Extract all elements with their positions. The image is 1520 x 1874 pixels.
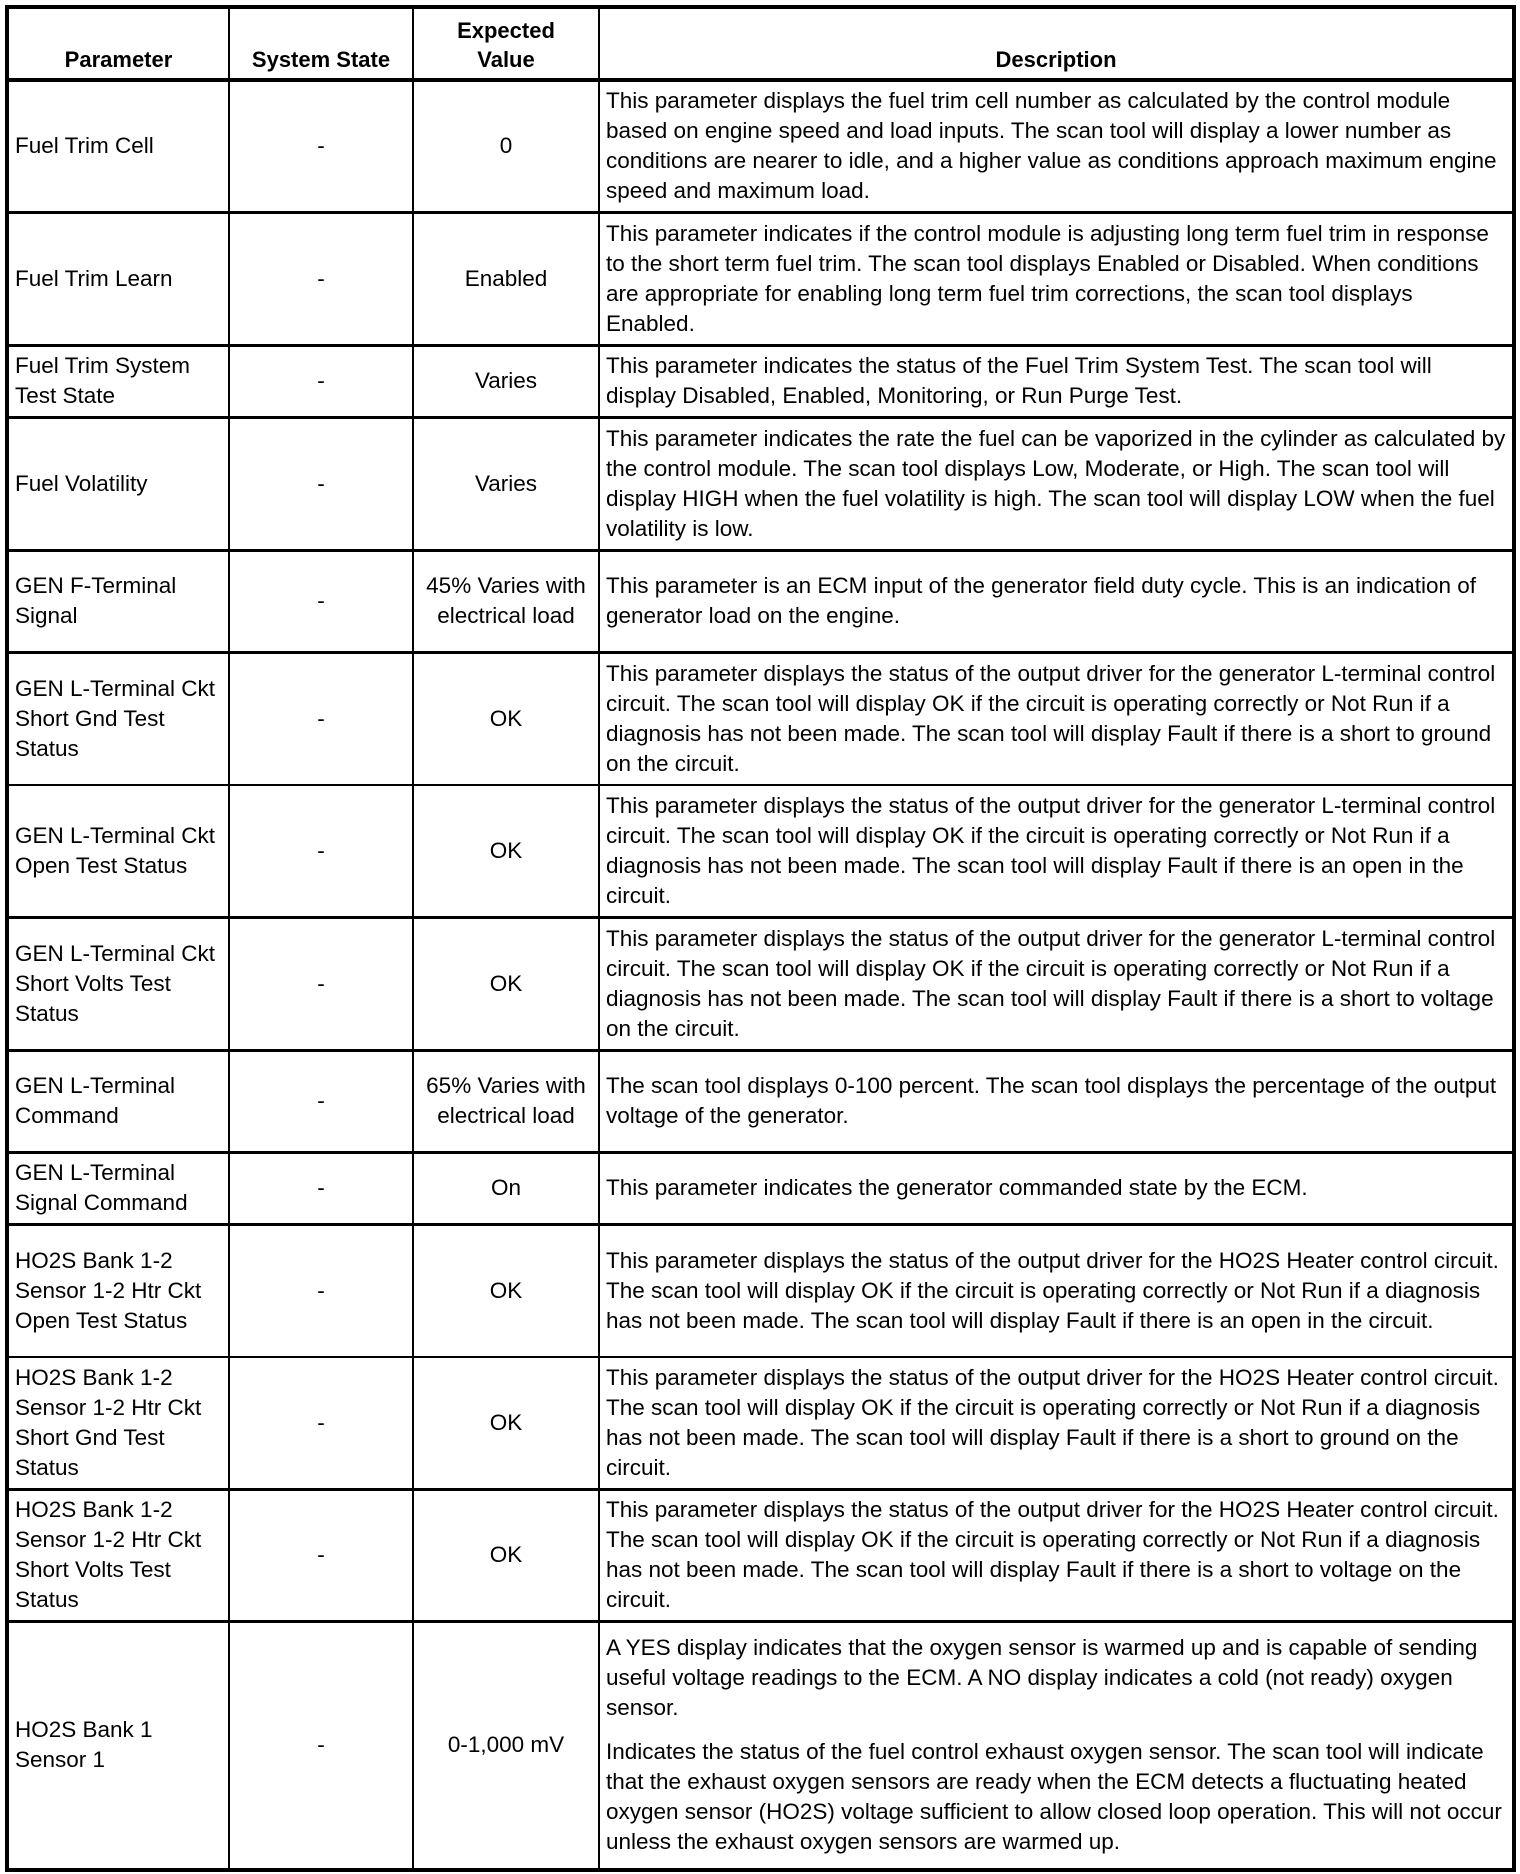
- cell-system-state: -: [229, 1224, 413, 1357]
- cell-parameter: GEN L-Terminal Ckt Short Volts Test Status: [7, 917, 229, 1050]
- cell-system-state: -: [229, 917, 413, 1050]
- table-row: [7, 212, 1514, 345]
- table-row: [7, 550, 1514, 652]
- cell-description: [599, 1489, 1514, 1621]
- cell-parameter: GEN L-Terminal Ckt Short Gnd Test Status: [7, 652, 229, 785]
- header-expected-line2: Value: [477, 47, 535, 72]
- description-paragraph: This parameter indicates the rate the fuel can be vaporized in the cylinder as calculated by the control module. The scan tool displays Low, Moderate, or High. The scan tool will display HIGH when the fuel volatility is high. The scan tool will display LOW when the fuel volatility is low.: [606, 425, 1506, 541]
- cell-expected-value: 45% Varies with electrical load: [413, 550, 599, 652]
- cell-description: [599, 417, 1514, 550]
- cell-system-state: -: [229, 1621, 413, 1870]
- cell-expected-value: 65% Varies with electrical load: [413, 1050, 599, 1152]
- cell-description: [599, 550, 1514, 652]
- cell-parameter: HO2S Bank 1-2 Sensor 1-2 Htr Ckt Open Test Status: [7, 1224, 229, 1357]
- cell-description: [599, 212, 1514, 345]
- description-paragraph: This parameter displays the status of the output driver for the HO2S Heater control circuit. The scan tool will display OK if the circuit is operating correctly or Not Run if a diagnosis has not been made. The scan tool will display Fault if there is a short to ground on the circuit.: [606, 1364, 1499, 1480]
- header-expected-line1: Expected: [457, 18, 555, 43]
- cell-description: [599, 1050, 1514, 1152]
- cell-system-state: -: [229, 652, 413, 785]
- cell-system-state: -: [229, 1152, 413, 1224]
- table-row: [7, 785, 1514, 917]
- cell-system-state: -: [229, 80, 413, 212]
- description-paragraph: This parameter displays the status of the output driver for the HO2S Heater control circuit. The scan tool will display OK if the circuit is operating correctly or Not Run if a diagnosis has not been made. The scan tool will display Fault if there is a short to voltage on the circuit.: [606, 1497, 1499, 1612]
- cell-description: [599, 785, 1514, 917]
- cell-description: [599, 345, 1514, 417]
- description-paragraph: This parameter displays the status of the output driver for the generator L-terminal control circuit. The scan tool will display OK if the circuit is operating correctly or Not Run if a diagnosis has not been made. The scan tool will display Fault if there is an open in the circuit.: [606, 792, 1496, 908]
- header-expected-value: [413, 7, 599, 80]
- cell-parameter: HO2S Bank 1-2 Sensor 1-2 Htr Ckt Short Volts Test Status: [7, 1489, 229, 1621]
- cell-expected-value: OK: [413, 652, 599, 785]
- table-row: [7, 652, 1514, 785]
- cell-system-state: -: [229, 550, 413, 652]
- table-row: [7, 1224, 1514, 1357]
- description-paragraph: This parameter displays the status of the output driver for the generator L-terminal control circuit. The scan tool will display OK if the circuit is operating correctly or Not Run if a diagnosis has not been made. The scan tool will display Fault if there is a short to voltage on the circuit.: [606, 925, 1496, 1041]
- cell-expected-value: 0: [413, 80, 599, 212]
- cell-expected-value: Varies: [413, 345, 599, 417]
- description-paragraph: This parameter displays the status of the output driver for the generator L-terminal control circuit. The scan tool will display OK if the circuit is operating correctly or Not Run if a diagnosis has not been made. The scan tool will display Fault if there is a short to ground on the circuit.: [606, 660, 1496, 776]
- description-paragraph: This parameter displays the fuel trim cell number as calculated by the control module based on engine speed and load inputs. The scan tool will display a lower number as conditions are nearer to idle, and a higher value as conditions approach maximum engine speed and maximum load.: [606, 88, 1497, 204]
- cell-expected-value: OK: [413, 785, 599, 917]
- header-parameter: Parameter: [7, 7, 229, 80]
- cell-expected-value: 0-1,000 mV: [413, 1621, 599, 1870]
- cell-system-state: -: [229, 785, 413, 917]
- cell-parameter: HO2S Bank 1-2 Sensor 1-2 Htr Ckt Short Gnd Test Status: [7, 1357, 229, 1489]
- cell-description: [599, 1152, 1514, 1224]
- cell-parameter: GEN L-Terminal Signal Command: [7, 1152, 229, 1224]
- table-row: [7, 345, 1514, 417]
- cell-system-state: -: [229, 1050, 413, 1152]
- cell-description: [599, 1357, 1514, 1489]
- cell-expected-value: OK: [413, 917, 599, 1050]
- description-paragraph: This parameter is an ECM input of the generator field duty cycle. This is an indication of generator load on the engine.: [606, 573, 1477, 628]
- cell-expected-value: OK: [413, 1357, 599, 1489]
- table-row: [7, 417, 1514, 550]
- table-row: [7, 917, 1514, 1050]
- cell-system-state: -: [229, 417, 413, 550]
- cell-expected-value: Varies: [413, 417, 599, 550]
- table-row: [7, 1357, 1514, 1489]
- cell-parameter: GEN F-Terminal Signal: [7, 550, 229, 652]
- table-row: [7, 1050, 1514, 1152]
- cell-expected-value: On: [413, 1152, 599, 1224]
- cell-parameter: GEN L-Terminal Command: [7, 1050, 229, 1152]
- cell-parameter: Fuel Trim Learn: [7, 212, 229, 345]
- cell-parameter: Fuel Trim Cell: [7, 80, 229, 212]
- cell-parameter: HO2S Bank 1 Sensor 1: [7, 1621, 229, 1870]
- header-description: Description: [599, 7, 1514, 80]
- description-paragraph: This parameter indicates if the control module is adjusting long term fuel trim in response to the short term fuel trim. The scan tool displays Enabled or Disabled. When conditions are appropriate for enabling long term fuel trim corrections, the scan tool displays Enabled.: [606, 220, 1489, 336]
- cell-description: [599, 652, 1514, 785]
- cell-system-state: -: [229, 345, 413, 417]
- table-row: [7, 80, 1514, 212]
- cell-parameter: Fuel Volatility: [7, 417, 229, 550]
- cell-description: [599, 917, 1514, 1050]
- table-row: [7, 1621, 1514, 1870]
- header-row: [7, 7, 1514, 80]
- cell-system-state: -: [229, 212, 413, 345]
- table-body: [7, 80, 1514, 1870]
- cell-parameter: Fuel Trim System Test State: [7, 345, 229, 417]
- cell-system-state: -: [229, 1357, 413, 1489]
- cell-system-state: -: [229, 1489, 413, 1621]
- cell-expected-value: OK: [413, 1224, 599, 1357]
- header-system-state: System State: [229, 7, 413, 80]
- cell-description: [599, 1621, 1514, 1870]
- table-row: [7, 1152, 1514, 1224]
- description-paragraph: This parameter displays the status of the output driver for the HO2S Heater control circuit. The scan tool will display OK if the circuit is operating correctly or Not Run if a diagnosis has not been made. The scan tool will display Fault if there is an open in the circuit.: [606, 1247, 1499, 1333]
- description-paragraph: A YES display indicates that the oxygen sensor is warmed up and is capable of sending useful voltage readings to the ECM. A NO display indicates a cold (not ready) oxygen sensor.: [606, 1635, 1478, 1721]
- cell-expected-value: Enabled: [413, 212, 599, 345]
- parameter-table: [5, 5, 1516, 1872]
- description-paragraph: The scan tool displays 0-100 percent. The scan tool displays the percentage of the output voltage of the generator.: [606, 1073, 1497, 1128]
- table-row: [7, 1489, 1514, 1621]
- description-paragraph: This parameter indicates the generator commanded state by the ECM.: [606, 1175, 1308, 1200]
- cell-parameter: GEN L-Terminal Ckt Open Test Status: [7, 785, 229, 917]
- cell-expected-value: OK: [413, 1489, 599, 1621]
- description-paragraph: This parameter indicates the status of the Fuel Trim System Test. The scan tool will display Disabled, Enabled, Monitoring, or Run Purge Test.: [606, 353, 1432, 408]
- cell-description: [599, 80, 1514, 212]
- cell-description: [599, 1224, 1514, 1357]
- description-paragraph: Indicates the status of the fuel control exhaust oxygen sensor. The scan tool will indicate that the exhaust oxygen sensors are ready when the ECM detects a fluctuating heated oxygen sensor (HO2S) voltage sufficient to allow closed loop operation. This will not occur unless the exhaust oxygen sensors are warmed up.: [606, 1739, 1502, 1855]
